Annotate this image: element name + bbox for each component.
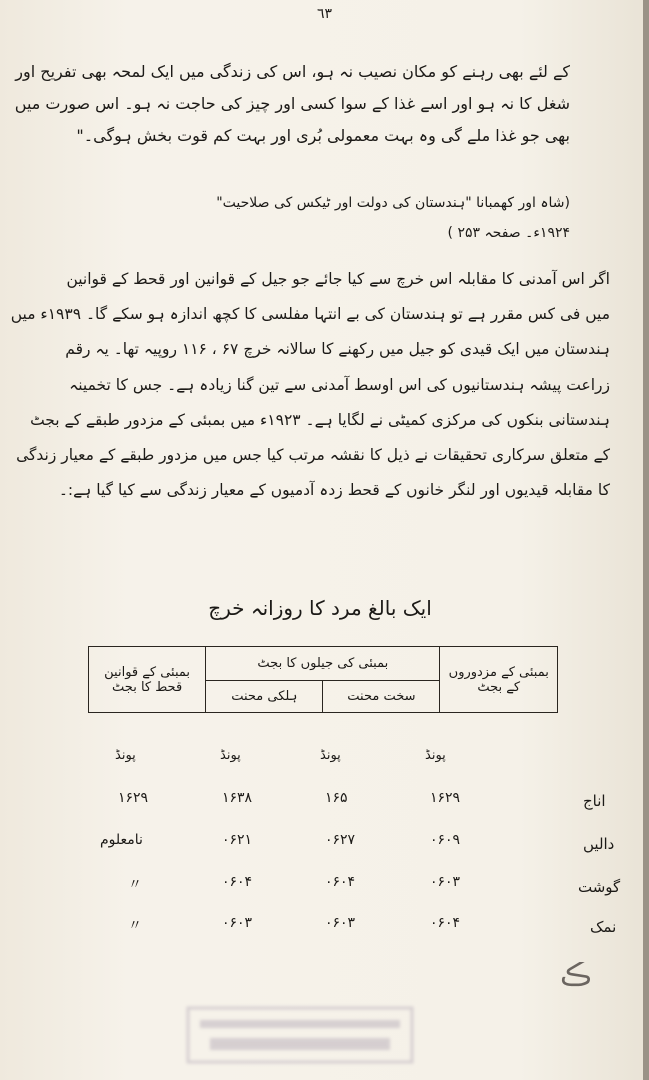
text-line: کے لئے بھی رہنے کو مکان نصیب نہ ہو، اس کی زندگی میں ایک لمحہ بھی تفریح اور — [15, 62, 570, 81]
header-jails: بمبئی کی جیلوں کا بجٹ — [206, 647, 440, 681]
row-label: اناج — [583, 792, 606, 810]
row-label: گوشت — [578, 878, 621, 896]
row-label: نمک — [590, 918, 617, 936]
library-stamp — [180, 1000, 420, 1070]
text-line: بھی جو غذا ملے گی وہ بہت معمولی بُری اور بہت کم قوت بخش ہوگی۔" — [76, 126, 570, 145]
text-line: زراعت پیشہ ہندستانیوں کی اس اوسط آمدنی سے تین گنا زیادہ ہے۔ جس کا تخمینہ — [69, 375, 610, 394]
table-cell: ۰۶۲۱ — [222, 832, 253, 848]
table-title: ایک بالغ مرد کا روزانہ خرچ — [208, 596, 432, 620]
citation — [100, 188, 570, 248]
text-line: کے متعلق سرکاری تحقیقات نے ذیل کا نقشہ مرتب کیا جس میں مزدور طبقے کے معیار زندگی — [16, 446, 610, 465]
citation-line: (شاہ اور کھمبانا "ہندستان کی دولت اور ٹیکس کی صلاحیت" — [216, 195, 570, 211]
text-line: اگر اس آمدنی کا مقابلہ اس خرچ سے کیا جائے جو جیل کے قوانین اور قحط کے قوانین — [66, 270, 610, 288]
table-cell: ۱۶۲۹ — [118, 790, 149, 806]
header-hard-labour: سخت محنت — [323, 681, 440, 713]
text-line: ہندستانی بنکوں کی مرکزی کمیٹی نے لگایا ہے۔ ۱۹۲۳ء میں بمبئی کے مزدور طبقے کے بجٹ — [30, 410, 610, 429]
table-cell: ۰۶۰۴ — [325, 874, 356, 890]
paragraph-1 — [14, 56, 570, 152]
text-line: شغل کا نہ ہو اور اسے غذا کے سوا کسی اور چیز کی حاجت نہ ہو۔ اس صورت میں — [14, 94, 570, 113]
table-cell: ۱۶۵ — [325, 790, 348, 806]
table-cell: ۰۶۰۴ — [222, 874, 253, 890]
table-cell: نامعلوم — [100, 832, 143, 848]
expense-table-header — [88, 646, 558, 713]
header-light-labour: ہلکی محنت — [206, 681, 323, 713]
unit-label: پونڈ — [425, 748, 446, 763]
citation-line: ۱۹۲۴ء۔ صفحہ ۲۵۳ ) — [447, 225, 570, 241]
header-famine: بمبئی کے قوانین قحط کا بجٹ — [89, 647, 206, 713]
table-cell: 〃 — [128, 877, 142, 893]
text-line: کا مقابلہ قیدیوں اور لنگر خانوں کے قحط زدہ آدمیوں کے معیار زندگی سے کیا گیا ہے:۔ — [58, 481, 610, 500]
unit-label: پونڈ — [220, 748, 241, 763]
text-line: ہندستان میں ایک قیدی کو جیل میں رکھنے کا سالانہ خرچ ۶۷ ، ۱۱۶ روپیہ تھا۔ یہ رقم — [65, 340, 610, 359]
pen-mark: ڪ — [560, 958, 592, 993]
table-cell: ۰۶۰۹ — [430, 832, 461, 848]
text-line: میں فی کس مقرر ہے تو ہندستان کی بے انتہا مفلسی کا کچھ اندازہ ہو سکے گا۔ ۱۹۳۹ء میں — [10, 305, 610, 324]
table-cell: ۰۶۰۴ — [430, 915, 461, 931]
table-cell: ۰۶۰۳ — [430, 874, 461, 890]
table-cell: ۱۶۳۸ — [222, 790, 253, 806]
table-cell: ۰۶۰۳ — [222, 915, 253, 931]
page-edge — [643, 0, 649, 1080]
table-cell: 〃 — [128, 918, 142, 934]
table-cell: ۰۶۲۷ — [325, 832, 356, 848]
paragraph-2 — [10, 262, 610, 508]
row-label: دالیں — [583, 835, 615, 853]
table-cell: ۱۶۲۹ — [430, 790, 461, 806]
header-workers: بمبئی کے مزدوروں کے بجٹ — [440, 647, 558, 713]
stamp-mark — [180, 1000, 420, 1070]
table-cell: ۰۶۰۳ — [325, 915, 356, 931]
unit-label: پونڈ — [320, 748, 341, 763]
unit-label: پونڈ — [115, 748, 136, 763]
page-number: ٦٣ — [316, 6, 333, 22]
